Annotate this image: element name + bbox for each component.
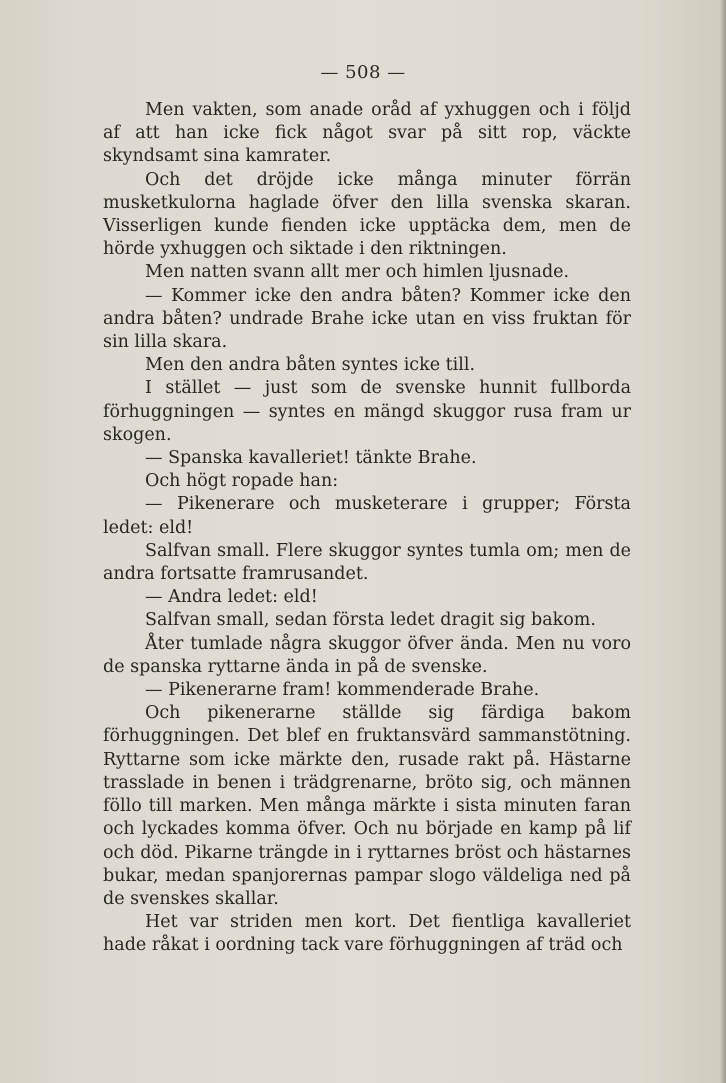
page-edge-shadow bbox=[720, 0, 726, 1083]
paragraph: — Spanska kavalleriet! tänkte Brahe. bbox=[145, 448, 477, 469]
paragraph: Och pikenerarne ställde sig färdiga bakom förhuggningen. Det blef en fruktansvärd sammanstötning. Ryttarne som icke märkte den, rusade rakt på. Hästarne trasslade in benen i trädgrenarne, bröto sig, och männen föllo till marken. Men många märkte i sista minuten faran och lyckades komma öfver. Och nu började en kamp på lif och död. Pikarne trängde in i ryttarnes bröst och hästarnes bukar, medan spanjorernas pampar slogo väldeliga ned på de svenskes skallar. bbox=[103, 703, 631, 909]
paragraph: Het var striden men kort. Det fientliga kavalleriet hade råkat i oordning tack vare förhuggningen af träd och bbox=[103, 912, 631, 956]
paragraph: Och högt ropade han: bbox=[145, 471, 339, 492]
paragraph: Åter tumlade några skuggor öfver ända. Men nu voro de spanska ryttarne ända in på de svenske. bbox=[103, 633, 631, 677]
paragraph: — Kommer icke den andra båten? Kommer icke den andra båten? undrade Brahe icke utan en viss fruktan för sin lilla skara. bbox=[103, 285, 631, 353]
paragraph: Men vakten, som anade oråd af yxhuggen och i följd af att han icke fick något svar på sitt rop, väckte skyndsamt sina kamrater. bbox=[103, 100, 631, 167]
paragraph: Men den andra båten syntes icke till. bbox=[145, 355, 476, 376]
paragraph: — Andra ledet: eld! bbox=[145, 587, 318, 608]
body-text bbox=[103, 99, 631, 958]
page-number: — 508 — bbox=[320, 62, 406, 83]
paragraph: Salfvan small, sedan första ledet dragit sig bakom. bbox=[145, 610, 596, 631]
paragraph: Och det dröjde icke många minuter förrän musketkulorna haglade öfver den lilla svenska skaran. Visserligen kunde fienden icke upptäcka dem, men de hörde yxhuggen och siktade i den riktningen. bbox=[103, 169, 631, 260]
paragraph: — Pikenerarne fram! kommenderade Brahe. bbox=[145, 680, 540, 701]
paragraph: Salfvan small. Flere skuggor syntes tumla om; men de andra fortsatte framrusandet. bbox=[103, 540, 631, 585]
paragraph: I stället — just som de svenske hunnit fullborda förhuggningen — syntes en mängd skuggor rusa fram ur skogen. bbox=[103, 378, 631, 445]
paragraph: — Pikenerare och musketerare i grupper; Första ledet: eld! bbox=[103, 494, 631, 538]
paragraph: Men natten svann allt mer och himlen ljusnade. bbox=[145, 262, 570, 283]
